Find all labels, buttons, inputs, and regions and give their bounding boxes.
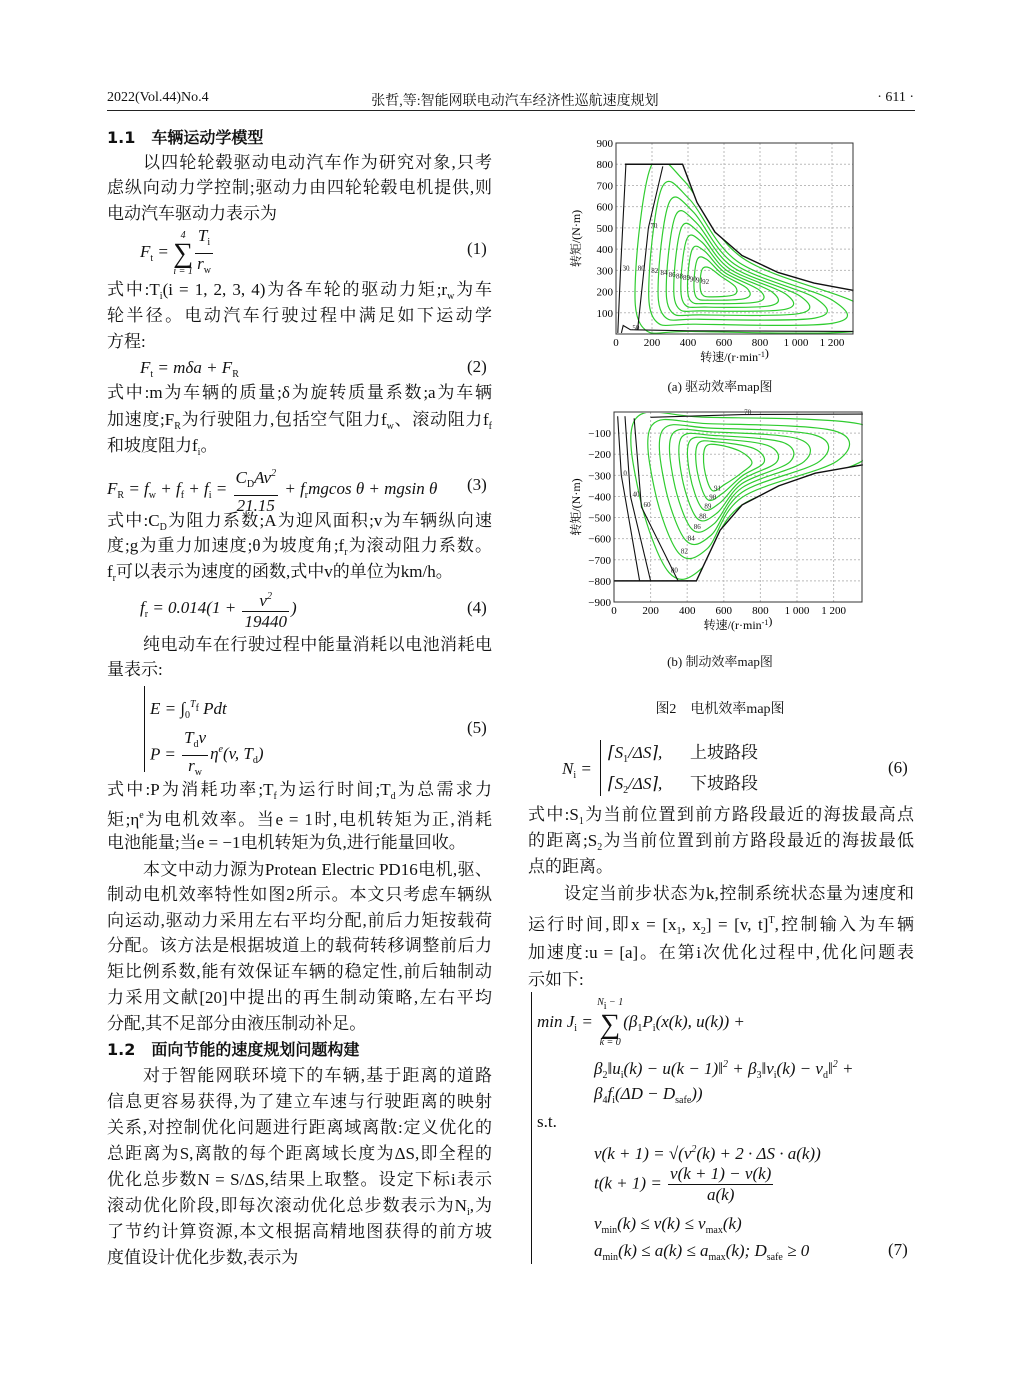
text-line: 方程:	[107, 332, 146, 351]
eq-part: $\eta^e(v$, $T_d$)	[210, 744, 264, 767]
text-line: 设定当前步状态为k,控制系统状态量为速度和	[564, 884, 914, 903]
text-line: 点的距离。	[528, 857, 613, 876]
text-line: 以四轮轮毂驱动电动汽车作为研究对象,只考	[143, 153, 492, 172]
x-tick-label: 400	[678, 605, 696, 617]
y-axis-label: 转矩/(N·m)	[569, 209, 583, 268]
x-tick-label: 400	[679, 337, 697, 349]
text-line: 优化总步数N = S/ΔS,结果上取整。设定下标i表示	[107, 1170, 492, 1189]
contour-label: 70	[650, 221, 658, 230]
eq-part: ($\beta_1P_i(x(k)$, u(k)) +	[623, 1011, 745, 1034]
y-tick-label: 500	[596, 222, 613, 235]
running-title: 张哲,等:智能网联电动汽车经济性巡航速度规划	[371, 94, 659, 109]
brake-efficiency-map	[560, 405, 880, 645]
contour-label: 88	[699, 512, 707, 521]
fraction	[668, 1164, 773, 1205]
equation-6-cond-1: 上坡路段	[690, 743, 758, 762]
contour-label: 89	[682, 273, 690, 282]
contour-label: 90	[689, 275, 697, 284]
text-line: 电动汽车驱动力表示为	[107, 204, 277, 223]
contour-label: 90	[709, 493, 717, 502]
contour-label: 82	[651, 267, 659, 276]
contour-label: 60	[643, 500, 651, 509]
equation-number: (6)	[888, 758, 908, 777]
y-tick-label: −700	[588, 554, 611, 567]
y-tick-label: −300	[588, 470, 611, 483]
text-line: 和坡度阻力$f_i$。	[107, 436, 218, 458]
y-tick-label: −500	[588, 512, 611, 525]
text-line: 式中:m为车辆的质量;δ为旋转质量系数;a为车辆	[107, 383, 492, 402]
sum-lower: i = 1	[173, 265, 193, 277]
left-brace	[531, 992, 532, 1264]
sum-lower: k = 0	[599, 1037, 621, 1048]
equation-7-line-6: $v_{min}(k) \le v(k) \le v_{max}(k)$	[594, 1214, 742, 1236]
contour-label: 88	[676, 272, 684, 281]
text-line: 运行时间,即$x = [x_1$, $x_2] = [v$, t]$^T$,控制输入为车辆	[528, 915, 914, 937]
text-line: 对于智能网联环境下的车辆,基于距离的道路	[143, 1066, 492, 1085]
contour-label: 70	[744, 408, 752, 417]
y-tick-label: 600	[596, 201, 613, 214]
text-line: 本文中动力源为Protean Electric PD16电机,驱、	[143, 860, 492, 879]
text-line: 式中$:C_D$为阻力系数;A为迎风面积;v为车辆纵向速	[107, 511, 492, 533]
contour-line-84	[659, 425, 828, 545]
y-tick-label: 400	[596, 244, 613, 257]
y-tick-label: 300	[596, 265, 613, 278]
y-axis-label: 转矩/(N·m)	[569, 478, 583, 536]
equation-6-case-2: $⌈S_2/\Delta S⌉$,	[608, 774, 663, 796]
sum-symbol: $N_i - 1$ ∑ k = 0	[597, 997, 624, 1048]
figure-caption-b: (b) 制动效率map图	[667, 654, 773, 669]
y-tick-label: 100	[596, 307, 613, 320]
eq-part: )	[290, 598, 297, 618]
y-tick-label: −400	[588, 491, 611, 504]
text-line: 加速度$;F_R$为行驶阻力,包括空气阻力$f_w$、滚动阻力$f_f$	[107, 410, 492, 432]
text-line: 分配。该方法是根据坡道上的载荷转移调整前后力	[107, 936, 492, 955]
x-tick-label: 1 000	[783, 337, 809, 349]
denominator: $r_w$	[182, 755, 208, 783]
x-tick-label: 600	[715, 605, 733, 617]
text-line: 向运动,驱动力采用左右平均分配,前后力矩按载荷	[107, 911, 492, 930]
eq-part: $f_r = 0.014(1$ +	[140, 598, 241, 621]
text-line: 量表示:	[107, 660, 163, 679]
text-line: 力采用文献[20]中提出的再生制动策略,左右平均	[107, 988, 492, 1007]
equation-number: (2)	[467, 357, 487, 376]
fraction	[242, 587, 289, 632]
figure-2-caption: 图2 电机效率map图	[655, 702, 785, 717]
y-tick-label: 700	[596, 180, 613, 193]
text-line: 虑纵向动力学控制;驱动力由四轮轮毂电机提供,则	[107, 178, 492, 197]
text-line: 度;g为重力加速度;θ为坡度角$;f_r$为滚动阻力系数。	[107, 536, 492, 558]
equation-number: (7)	[888, 1240, 908, 1259]
sum-upper: 4	[180, 229, 186, 241]
contour-label: 92	[702, 277, 710, 286]
y-tick-label: −100	[588, 428, 611, 441]
eq-part: $F_t$ =	[140, 242, 174, 265]
x-tick-label: 200	[643, 337, 661, 349]
equation-6-cond-2: 下坡路段	[690, 774, 758, 793]
text-line: 分配,其不足部分由液压制动补足。	[107, 1014, 367, 1033]
contour-group	[631, 412, 880, 579]
contour-label: 82	[680, 547, 688, 556]
section-heading-1-2: 1.2 面向节能的速度规划问题构建	[107, 1040, 360, 1059]
text-line: 矩比例系数,能有效保证车辆的稳定性,前后轴制动	[107, 962, 492, 981]
equation-5-line-1: $E = \int_0^{T_f}$ Pdt	[150, 699, 227, 721]
y-tick-label: 900	[596, 138, 613, 151]
text-line: 式中$:T_i(i = 1$, 2, 3, 4)为各车轮的驱动力矩$;r_w$为车	[107, 280, 492, 302]
section-heading-1-1: 1.1 车辆运动学模型	[107, 128, 264, 147]
contour-label: 91	[695, 276, 703, 285]
equation-5-line-2	[150, 728, 264, 783]
numerator: $C_DAv^2$	[235, 468, 277, 490]
equation-7-line-5	[594, 1164, 775, 1205]
drive-efficiency-map	[560, 130, 880, 370]
contour-label: 89	[704, 502, 712, 511]
contour-label: 80	[670, 566, 678, 575]
y-tick-label: 800	[596, 159, 613, 172]
sum-upper: $N_i - 1$	[597, 997, 624, 1012]
text-line: 纯电动车在行驶过程中能量消耗以电池消耗电	[143, 635, 492, 654]
text-line: 总距离为S,离散的每个距离域长度为ΔS,即全程的	[107, 1144, 492, 1163]
equation-4	[140, 587, 297, 632]
y-tick-label: −600	[588, 533, 611, 546]
contour-label: 50	[632, 323, 640, 332]
eq-part: + $f_rmgcos$ θ + mgsin θ	[280, 478, 438, 501]
fraction	[234, 464, 279, 516]
eq-part: $F_R = f_w + f_f + f_i$ =	[107, 478, 232, 501]
contour-label: 86	[693, 522, 701, 531]
equation-7-line-4: $v(k + 1) = √(v^2(k) + 2 \cdot \Delta S \cdot a(k))$	[594, 1144, 821, 1163]
x-tick-label: 800	[751, 337, 769, 349]
x-tick-label: 0	[613, 337, 619, 349]
text-line: 滚动优化阶段,即每次滚动优化总步数表示为$N_i$,为	[107, 1196, 493, 1218]
contour-label: 84	[687, 534, 695, 543]
y-tick-label: 200	[596, 286, 613, 299]
text-line: 度值设计优化步数,表示为	[107, 1248, 299, 1267]
denominator: a(k)	[668, 1184, 773, 1205]
contour-line-80	[631, 412, 880, 579]
text-line: 示如下:	[528, 970, 584, 989]
contour-line-90	[687, 246, 764, 304]
equation-number: (1)	[467, 239, 487, 258]
text-line: 制动电机效率特性如图2所示。本文只考虑车辆纵	[107, 885, 492, 904]
y-tick-label: −200	[588, 449, 611, 462]
equation-7-objective	[537, 998, 745, 1048]
text-line: 轮半径。电动汽车行驶过程中满足如下运动学	[107, 306, 492, 325]
equation-6-lhs: $N_i$ =	[562, 759, 592, 781]
contour-label: 91	[713, 484, 721, 493]
contour-group	[635, 158, 877, 333]
fraction	[195, 226, 213, 281]
contour-label: 86	[668, 270, 676, 279]
x-axis-label: 转速$/(r\cdot\min^{-1})$	[700, 346, 769, 364]
equation-7-line-7: $a_{min}(k) \le a(k) \le a_{max}(k)$; $D_{safe} \ge 0$	[594, 1241, 810, 1263]
denominator: 19440	[244, 612, 287, 631]
eq-part: t(k + 1) =	[594, 1173, 667, 1193]
text-line: 式中$:S_1$为当前位置到前方路段最近的海拔最高点	[528, 805, 914, 827]
left-brace	[600, 740, 601, 796]
x-tick-label: 1 200	[819, 337, 845, 349]
contour-label: 84	[660, 269, 668, 278]
x-tick-label: 800	[752, 605, 769, 617]
contour-line-91	[703, 444, 751, 491]
x-axis-label: 转速$/(r\cdot\min^{-1})$	[703, 614, 773, 632]
equation-7-st: s.t.	[537, 1112, 557, 1131]
left-brace	[144, 686, 145, 772]
equation-number: (4)	[467, 598, 487, 617]
text-line: 式中:P为消耗功率$;T_f$为运行时间$;T_d$为总需求力	[107, 780, 492, 802]
contour-label: 80	[637, 264, 645, 273]
text-line: 加速度:u = [a]。在第i次优化过程中,优化问题表	[528, 943, 914, 962]
sum-symbol: 4 ∑ i = 1	[173, 229, 194, 277]
y-tick-label: −900	[588, 596, 611, 609]
equation-number: (5)	[467, 718, 487, 737]
x-tick-label: 1 200	[821, 605, 846, 617]
x-tick-label: 600	[715, 337, 733, 349]
fraction	[182, 728, 208, 783]
contour-line-82	[649, 181, 848, 325]
equation-7-line-2: $\beta_2‖u_i(k) - u(k$ − 1)‖$^2$ + $\beta_3‖v_i(k)$ − $v_d‖^2$ +	[594, 1059, 854, 1081]
journal-issue: 2022(Vol.44)No.4	[107, 90, 209, 105]
x-tick-label: 1 000	[784, 605, 810, 617]
contour-label: 0	[623, 469, 627, 478]
numerator: $v^2$	[259, 591, 272, 610]
equation-3	[107, 464, 437, 516]
header-rule	[107, 110, 915, 111]
equation-7-line-3: $\beta_4f_i(\Delta D - D_{safe})$)	[594, 1084, 703, 1106]
text-line: 了节约计算资源,本文根据高精地图获得的前方坡	[107, 1222, 492, 1241]
contour-label: 30	[622, 264, 630, 273]
efficiency-line-60	[634, 418, 678, 581]
numerator: v(k + 1) − v(k)	[670, 1164, 772, 1183]
equation-number: (3)	[467, 475, 487, 494]
efficiency-line-40	[625, 416, 651, 581]
text-line: 关系,对控制优化问题进行距离域离散:定义优化的	[107, 1118, 492, 1137]
text-line: 电池能量;当e = −1电机转矩为负,进行能量回收。	[107, 833, 466, 852]
efficiency-line-30	[618, 164, 626, 333]
x-tick-label: 0	[611, 605, 617, 617]
numerator: $T_dv$	[184, 728, 207, 750]
denominator: 21.15	[234, 495, 279, 516]
denominator: $r_w$	[195, 253, 213, 281]
equation-2: $F_t = m\delta a + F_R$	[140, 358, 239, 380]
equation-6-case-1: $⌈S_1/\Delta S⌉$,	[608, 743, 663, 765]
figure-caption-a: (a) 驱动效率map图	[667, 379, 773, 394]
eq-part: $\min J_i$ =	[537, 1011, 598, 1034]
text-line: $f_r$可以表示为速度的函数,式中v的单位为km/h。	[107, 562, 453, 584]
x-tick-label: 200	[642, 605, 659, 617]
numerator: $T_i$	[197, 226, 211, 248]
eq-part: P =	[150, 744, 181, 764]
contour-label: 40	[632, 490, 640, 499]
text-line: 信息更容易获得,为了建立车速与行驶距离的映射	[107, 1092, 492, 1111]
text-line: 的距离$;S_2$为当前位置到前方路段最近的海拔最低	[528, 831, 914, 853]
page-number: · 611 ·	[877, 90, 914, 105]
equation-1	[140, 226, 215, 281]
y-tick-label: −800	[588, 575, 611, 588]
text-line: 矩$;\eta^e$为电机效率。当e = 1时,电机转矩为正,消耗	[107, 810, 492, 829]
